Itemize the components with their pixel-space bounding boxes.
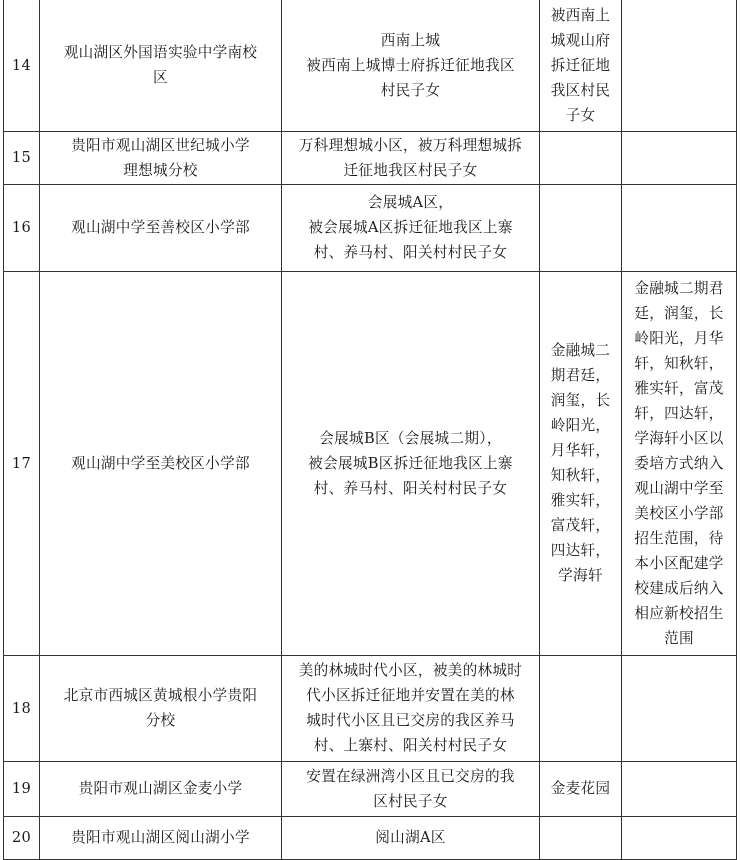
table-row [4, 271, 737, 655]
col4-line: 金融城二 [550, 342, 611, 359]
school-name-line: 区 [153, 69, 168, 87]
column-4-cell [540, 271, 622, 655]
area-line: 被会展城B区拆迁征地我区上寨 [308, 454, 513, 472]
column-4-cell [540, 184, 622, 271]
area-line: 代小区拆迁征地并安置在美的林 [306, 687, 515, 704]
col4-line: 金麦花园 [550, 780, 611, 797]
col4-line: 城观山府 [550, 31, 611, 49]
col5-line: 岭阳光，月华 [634, 329, 724, 347]
column-5-cell [622, 761, 737, 816]
column-5-cell [622, 816, 737, 859]
school-name [40, 0, 282, 131]
area-line: 会展城B区（会展城二期）， [319, 429, 502, 447]
row-number: 15 [4, 131, 40, 184]
column-5-cell [622, 131, 737, 184]
enrollment-area [282, 131, 540, 184]
table-row [4, 184, 737, 271]
area-line: 区村民子女 [373, 792, 448, 810]
col4-line: 期君廷， [550, 367, 611, 384]
enrollment-table [3, 0, 737, 860]
col5-line: 学海轩小区以 [634, 429, 724, 447]
school-name [40, 184, 282, 271]
school-name [40, 761, 282, 816]
col4-line: 知秋轩， [550, 467, 611, 484]
area-line: 被会展城A区拆迁征地我区上寨 [308, 219, 513, 236]
school-name-line: 贵阳市观山湖区阅山湖小学 [71, 829, 250, 846]
col4-line: 被西南上 [550, 6, 611, 24]
row-number: 14 [4, 0, 40, 131]
area-line: 会展城A区， [367, 194, 454, 211]
school-name-line: 理想城分校 [123, 161, 198, 179]
row-number: 16 [4, 184, 40, 271]
enrollment-area [282, 816, 540, 859]
area-line: 村、养马村、阳关村村民子女 [313, 244, 508, 261]
enrollment-area [282, 0, 540, 131]
school-name-line: 观山湖区外国语实验中学南校 [63, 44, 258, 62]
col5-line: 廷，润玺，长 [634, 304, 724, 322]
column-5-cell [622, 0, 737, 131]
column-5-cell [622, 184, 737, 271]
row-number: 18 [4, 655, 40, 761]
area-line: 美的林城时代小区，被美的林城时 [298, 662, 523, 679]
col4-line: 四达轩， [550, 542, 611, 559]
school-name [40, 816, 282, 859]
school-name-line: 贵阳市观山湖区金麦小学 [78, 780, 243, 797]
column-4-cell [540, 655, 622, 761]
table-row [4, 761, 737, 816]
area-line: 村、养马村、阳关村村民子女 [313, 479, 508, 497]
area-line: 被西南上城博士府拆迁征地我区 [306, 56, 515, 74]
col5-line: 轩，四达轩， [634, 404, 724, 422]
area-line: 安置在绿洲湾小区且已交房的我 [306, 767, 515, 785]
area-line: 阅山湖A区 [375, 829, 446, 846]
row-number: 17 [4, 271, 40, 655]
school-name-line: 观山湖中学至美校区小学部 [71, 454, 250, 472]
col4-line: 学海轩 [558, 567, 603, 584]
col4-line: 富茂轩， [550, 517, 611, 534]
column-4-cell [540, 816, 622, 859]
enrollment-area [282, 184, 540, 271]
column-4-cell [540, 131, 622, 184]
table-row [4, 816, 737, 859]
school-name [40, 271, 282, 655]
school-name-line: 贵阳市观山湖区世纪城小学 [71, 136, 250, 154]
area-line: 万科理想城小区，被万科理想城拆 [298, 136, 523, 154]
school-name [40, 655, 282, 761]
col4-line: 润玺，长 [550, 392, 611, 409]
column-4-cell [540, 0, 622, 131]
enrollment-area [282, 655, 540, 761]
area-line: 村民子女 [380, 81, 441, 99]
col4-line: 雅实轩， [550, 492, 611, 509]
col5-line: 委培方式纳入 [634, 454, 724, 472]
column-5-cell [622, 655, 737, 761]
school-name-line: 观山湖中学至善校区小学部 [71, 219, 250, 236]
school-name-line: 北京市西城区黄城根小学贵阳 [63, 687, 258, 704]
col4-line: 岭阳光， [550, 417, 611, 434]
col5-line: 美校区小学部 [634, 504, 724, 522]
col5-line: 相应新校招生 [634, 604, 724, 622]
area-line: 村、上寨村、阳关村村民子女 [313, 737, 508, 754]
enrollment-area [282, 271, 540, 655]
enrollment-area [282, 761, 540, 816]
row-number: 19 [4, 761, 40, 816]
school-name [40, 131, 282, 184]
table-row [4, 131, 737, 184]
col5-line: 范围 [664, 629, 694, 647]
column-4-cell [540, 761, 622, 816]
area-line: 迁征地我区村民子女 [343, 161, 478, 179]
col5-line: 招生范围，待 [634, 529, 724, 547]
col4-line: 月华轩， [550, 442, 611, 459]
col4-line: 子女 [565, 106, 596, 124]
table-row [4, 0, 737, 131]
col5-line: 本小区配建学 [634, 554, 724, 572]
col5-line: 观山湖中学至 [634, 479, 724, 497]
col5-line: 轩，知秋轩， [634, 354, 724, 372]
row-number: 20 [4, 816, 40, 859]
col4-line: 拆迁征地 [550, 56, 611, 74]
col5-line: 金融城二期君 [634, 279, 724, 297]
column-5-cell [622, 271, 737, 655]
school-name-line: 分校 [145, 712, 176, 729]
area-line: 城时代小区且已交房的我区养马 [306, 712, 515, 729]
table-row [4, 655, 737, 761]
area-line: 西南上城 [380, 31, 441, 49]
col5-line: 雅实轩，富茂 [634, 379, 724, 397]
col4-line: 我区村民 [550, 81, 611, 99]
col5-line: 校建成后纳入 [634, 579, 724, 597]
